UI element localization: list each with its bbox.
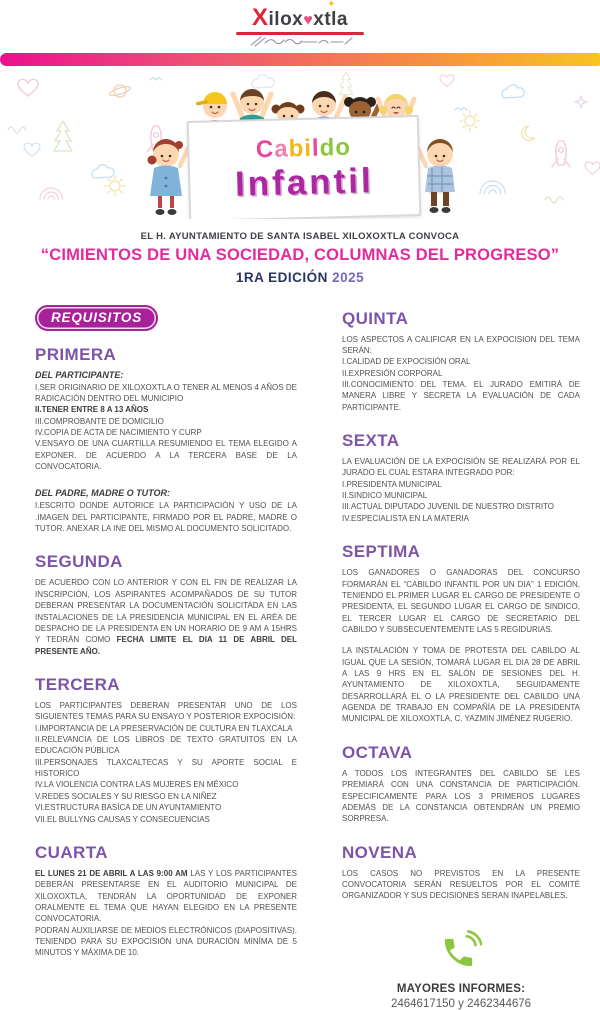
logo-letters: ilox [268, 9, 304, 30]
subheading-del-participante: DEL PARTICIPANTE: [35, 369, 124, 380]
section-heading-primera: PRIMERA [35, 344, 117, 364]
sign-title-infantil: Infantil [234, 160, 375, 204]
section-body: PODRAN AUXILIARSE DE MEDIOS ELECTRÓNICOS (DIAPOSITIVAS). TENIENDO PARA SU EXPOCISIÓN UNA DURACIÓN MINÍMA DE 5 MINUTOS Y MÁXIMA DE 10. [35, 925, 297, 958]
list-item: VII.EL BULLYNG CAUSAS Y CONSECUENCIAS [35, 814, 210, 824]
contact-info-label: MAYORES INFORMES: [396, 982, 526, 995]
list-item: IV.LA VIOLENCIA CONTRA LAS MUJERES EN MÉXICO [35, 780, 239, 790]
cabildo-sign [187, 114, 422, 218]
section-intro: LOS ASPECTOS A CALIFICAR EN LA EXPOCISION DEL TEMA SERÁN: [342, 334, 580, 355]
section-body [35, 868, 297, 925]
list-item: V.ENSAYO DE UNA CUARTILLA RESUMIENDO EL TEMA ELEGIDO A EXPONER. DE ACUERDO A LA TERCERA BASE DE LA CONVOCATORIA. [35, 439, 297, 472]
star-accent-icon: ✦ [327, 0, 336, 10]
municipality-logo [0, 0, 600, 49]
edition-label: 1RA EDICIÓN [235, 269, 328, 285]
requisitos-badge: REQUISITOS [35, 305, 158, 331]
body-text-bold: EL LUNES 21 DE ABRIL A LAS 9:00 AM [35, 868, 188, 878]
list-item: II.SINDICO MUNICIPAL [342, 491, 428, 501]
list-item: II.EXPRESIÓN CORPORAL [342, 368, 443, 378]
section-intro: LOS PARTICIPANTES DEBERAN PRESENTAR UNO DE LOS SIGUIENTES TEMAS PARA SU ENSAYO Y POSTERIOR EXPOCISIÓN: [35, 700, 297, 722]
logo-letter-x: X [252, 4, 269, 31]
section-body: LOS CASOS NO PREVISTOS EN LA PRESENTE CONVOCATORIA SERÁN RESUELTOS POR EL COMITÉ ORGANIZADOR Y SUS DECISIONES SERAN INAPELABLES. [342, 868, 580, 901]
list-item: III.CONOCIMIENTO DEL TEMA. EL JURADO EMITIRÁ DE MANERA LIBRE Y SECRETA LA EVALUACIÓN DE CADA PARTICIPANTE. [342, 379, 580, 412]
list-item: III.COMPROBANTE DE DOMICILIO [35, 416, 164, 426]
banner-illustration [0, 66, 600, 219]
list-item: III.PERSONAJES TLAXCALTECAS Y SU APORTE SOCIAL E HISTORICO [35, 757, 297, 779]
content-columns [0, 305, 600, 1010]
phone-icon [440, 930, 482, 970]
body-text: DE ACUERDO CON LO ANTERIOR Y CON EL FIN DE REALIZAR LA INSCRIPCIÓN, LOS ASPIRANTES ACOMPAÑADOS DE SU TUTOR DEBERAN PRESENTAR LA DOCUMENTACIÓN SOLICITADA EN LAS INSTALACIONES DE LA PRESIDENCIA MUNICIPAL EN EL ARÉA DE DESPACHO DE LA PRESIDENTA EN UN HORARIO DE 9 AM A 15HRS Y TEDRÁN COMO [35, 578, 297, 645]
list-item: IV.ESPECIALISTA EN LA MATERIA [342, 513, 470, 523]
list-item: I.PRESIDENTA MUNICIPAL [342, 479, 442, 489]
right-column [342, 305, 580, 1010]
list-item: II.TENER ENTRE 8 A 13 AÑOS [35, 405, 149, 415]
section-body: A TODOS LOS INTEGRANTES DEL CABILDO SE LES PREMIARÁ CON UNA CONSTANCIA DE PARTICIPACIÓN. ESPECIFICAMENTE PARA LOS 3 PRIMEROS LUGARES ADEMÁS DE LA CONSTANCIA OBTENDRÁN UN PREMIO SORPRESA. [342, 768, 580, 824]
edition-year: 2025 [332, 269, 365, 285]
section-heading-novena: NOVENA [342, 842, 418, 862]
section-heading-octava: OCTAVA [342, 742, 413, 762]
subheading-del-padre-madre-tutor: DEL PADRE, MADRE O TUTOR: [35, 488, 171, 499]
phone-icon-wrap [342, 930, 580, 975]
event-theme-title: “CIMIENTOS DE UNA SOCIEDAD, COLUMNAS DEL PROGRESO” [40, 245, 560, 264]
body-text-bold: FECHA LIMITE EL DIA 11 DE ABRIL DEL PRESENTE AÑO. [35, 635, 297, 656]
section-body [35, 577, 297, 657]
section-heading-septima: SEPTIMA [342, 542, 421, 562]
logo-tagline-script [245, 35, 355, 49]
left-column [35, 305, 297, 1010]
list-item: V.REDES SOCIALES Y SU RIESGO EN LA NIÑEZ [35, 791, 217, 801]
list-item: I.ESCRITO DONDE AUTORICE LA PARTICIPACIÓN Y USO DE LA .IMAGEN DEL PARTICIPANTE, FIRMADO POR EL PADRE, MADRE O TUTOR. ANEXAR LA INE DEL MISMO AL DOCUMENTO SOLICITADO. [35, 501, 297, 534]
list-item: I.CALIDAD DE EXPOCISIÓN ORAL [342, 357, 471, 367]
list-item: I.IMPORTANCIA DE LA PRESERVACIÓN DE CULTURA EN TLAXCALA [35, 723, 293, 733]
section-heading-cuarta: CUARTA [35, 842, 108, 862]
section-heading-tercera: TERCERA [35, 674, 120, 694]
section-heading-quinta: QUINTA [342, 308, 409, 328]
section-body: LA INSTALACIÓN Y TOMA DE PROTESTA DEL CABILDO AL IGUAL QUE LA SESIÓN, TOMARÁ LUGAR EL DIA 28 DE ABRIL A LAS 9 HRS EN EL SALÓN DE SESIONES DEL H. AYUNTAMIENTO DE XILOXOXTLA, SEGUIDAMENTE DESARROLLARÁ EL O LA PRESIDENTE DEL CABILDO UNA AGENDA DE TRABAJO EN COMPAÑÍA DE LA PRESIDENTA MUNICIPAL DE XILOXOXTLA, C. YAZMIN JIMÉNEZ RUGERIO. [342, 646, 580, 724]
list-item: IV.COPIA DE ACTA DE NACIMIENTO Y CURP [35, 427, 202, 437]
subheader [0, 231, 600, 285]
list-item: II.RELEVANCIA DE LOS LIBROS DE TEXTO GRATUITOS EN LA EDUCACIÓN PÚBLICA [35, 735, 297, 756]
list-item: I.SER ORIGINARIO DE XILOXOXTLA O TENER AL MENOS 4 AÑOS DE RADICACIÓN DENTRO DEL MUNICIPIO [35, 382, 297, 403]
gradient-divider-bar [0, 53, 600, 66]
list-item: III.ACTUAL DIPUTADO JUVENIL DE NUESTRO DISTRITO [342, 502, 555, 512]
edition-line [0, 270, 600, 285]
list-item: VI.ESTRUCTURA BASÍCA DE UN AYUNTAMIENTO [35, 803, 222, 813]
heart-icon: ♥ [303, 12, 314, 29]
section-body: LOS GANADORES O GANADORAS DEL CONCURSO FORMARÁN EL “CABILDO INFANTIL POR UN DIA” 1 EDICIÓN, TENIENDO EL PRIMER LUGAR EL CARGO DE PRESIDENTE O PRESIDENTA, EL SEGUNDO LUGAR EL CARGO DE SINDICO, EL TERCER LUGAR EL CARGO DE SECRETARIO DEL CABILDO Y SUBSECUENTEMENTE LAS 5 REGIDURIAS. [342, 568, 580, 634]
section-heading-sexta: SEXTA [342, 431, 400, 451]
convoking-entity-line: EL H. AYUNTAMIENTO DE SANTA ISABEL XILOXOXTLA CONVOCA [140, 230, 460, 242]
section-heading-segunda: SEGUNDA [35, 552, 123, 572]
contact-phone-numbers: 2464617150 y 2462344676 [390, 997, 532, 1010]
sign-title-cabildo: Cabildo [255, 133, 352, 163]
section-intro: LA EVALUACIÓN DE LA EXPOCISIÓN SE REALIZARÁ POR EL JURADO EL CUAL ESTARA INTEGRADO POR: [342, 457, 580, 478]
logo-wordmark [252, 0, 348, 31]
body-text: LAS Y LOS PARTICIPANTES DEBERÁN PRESENTARSE EN EL AUDITORIO MUNICIPAL DE XILOXOXTLA, TENDRÁN LA OPORTUNIDAD DE EXPONER ORALMENTE EL TEMA QUE HAYAN ELEGIDO EN LA PRESENTE CONVOCATORIA. [35, 868, 297, 924]
logo-letters-end: xtla [313, 9, 348, 30]
